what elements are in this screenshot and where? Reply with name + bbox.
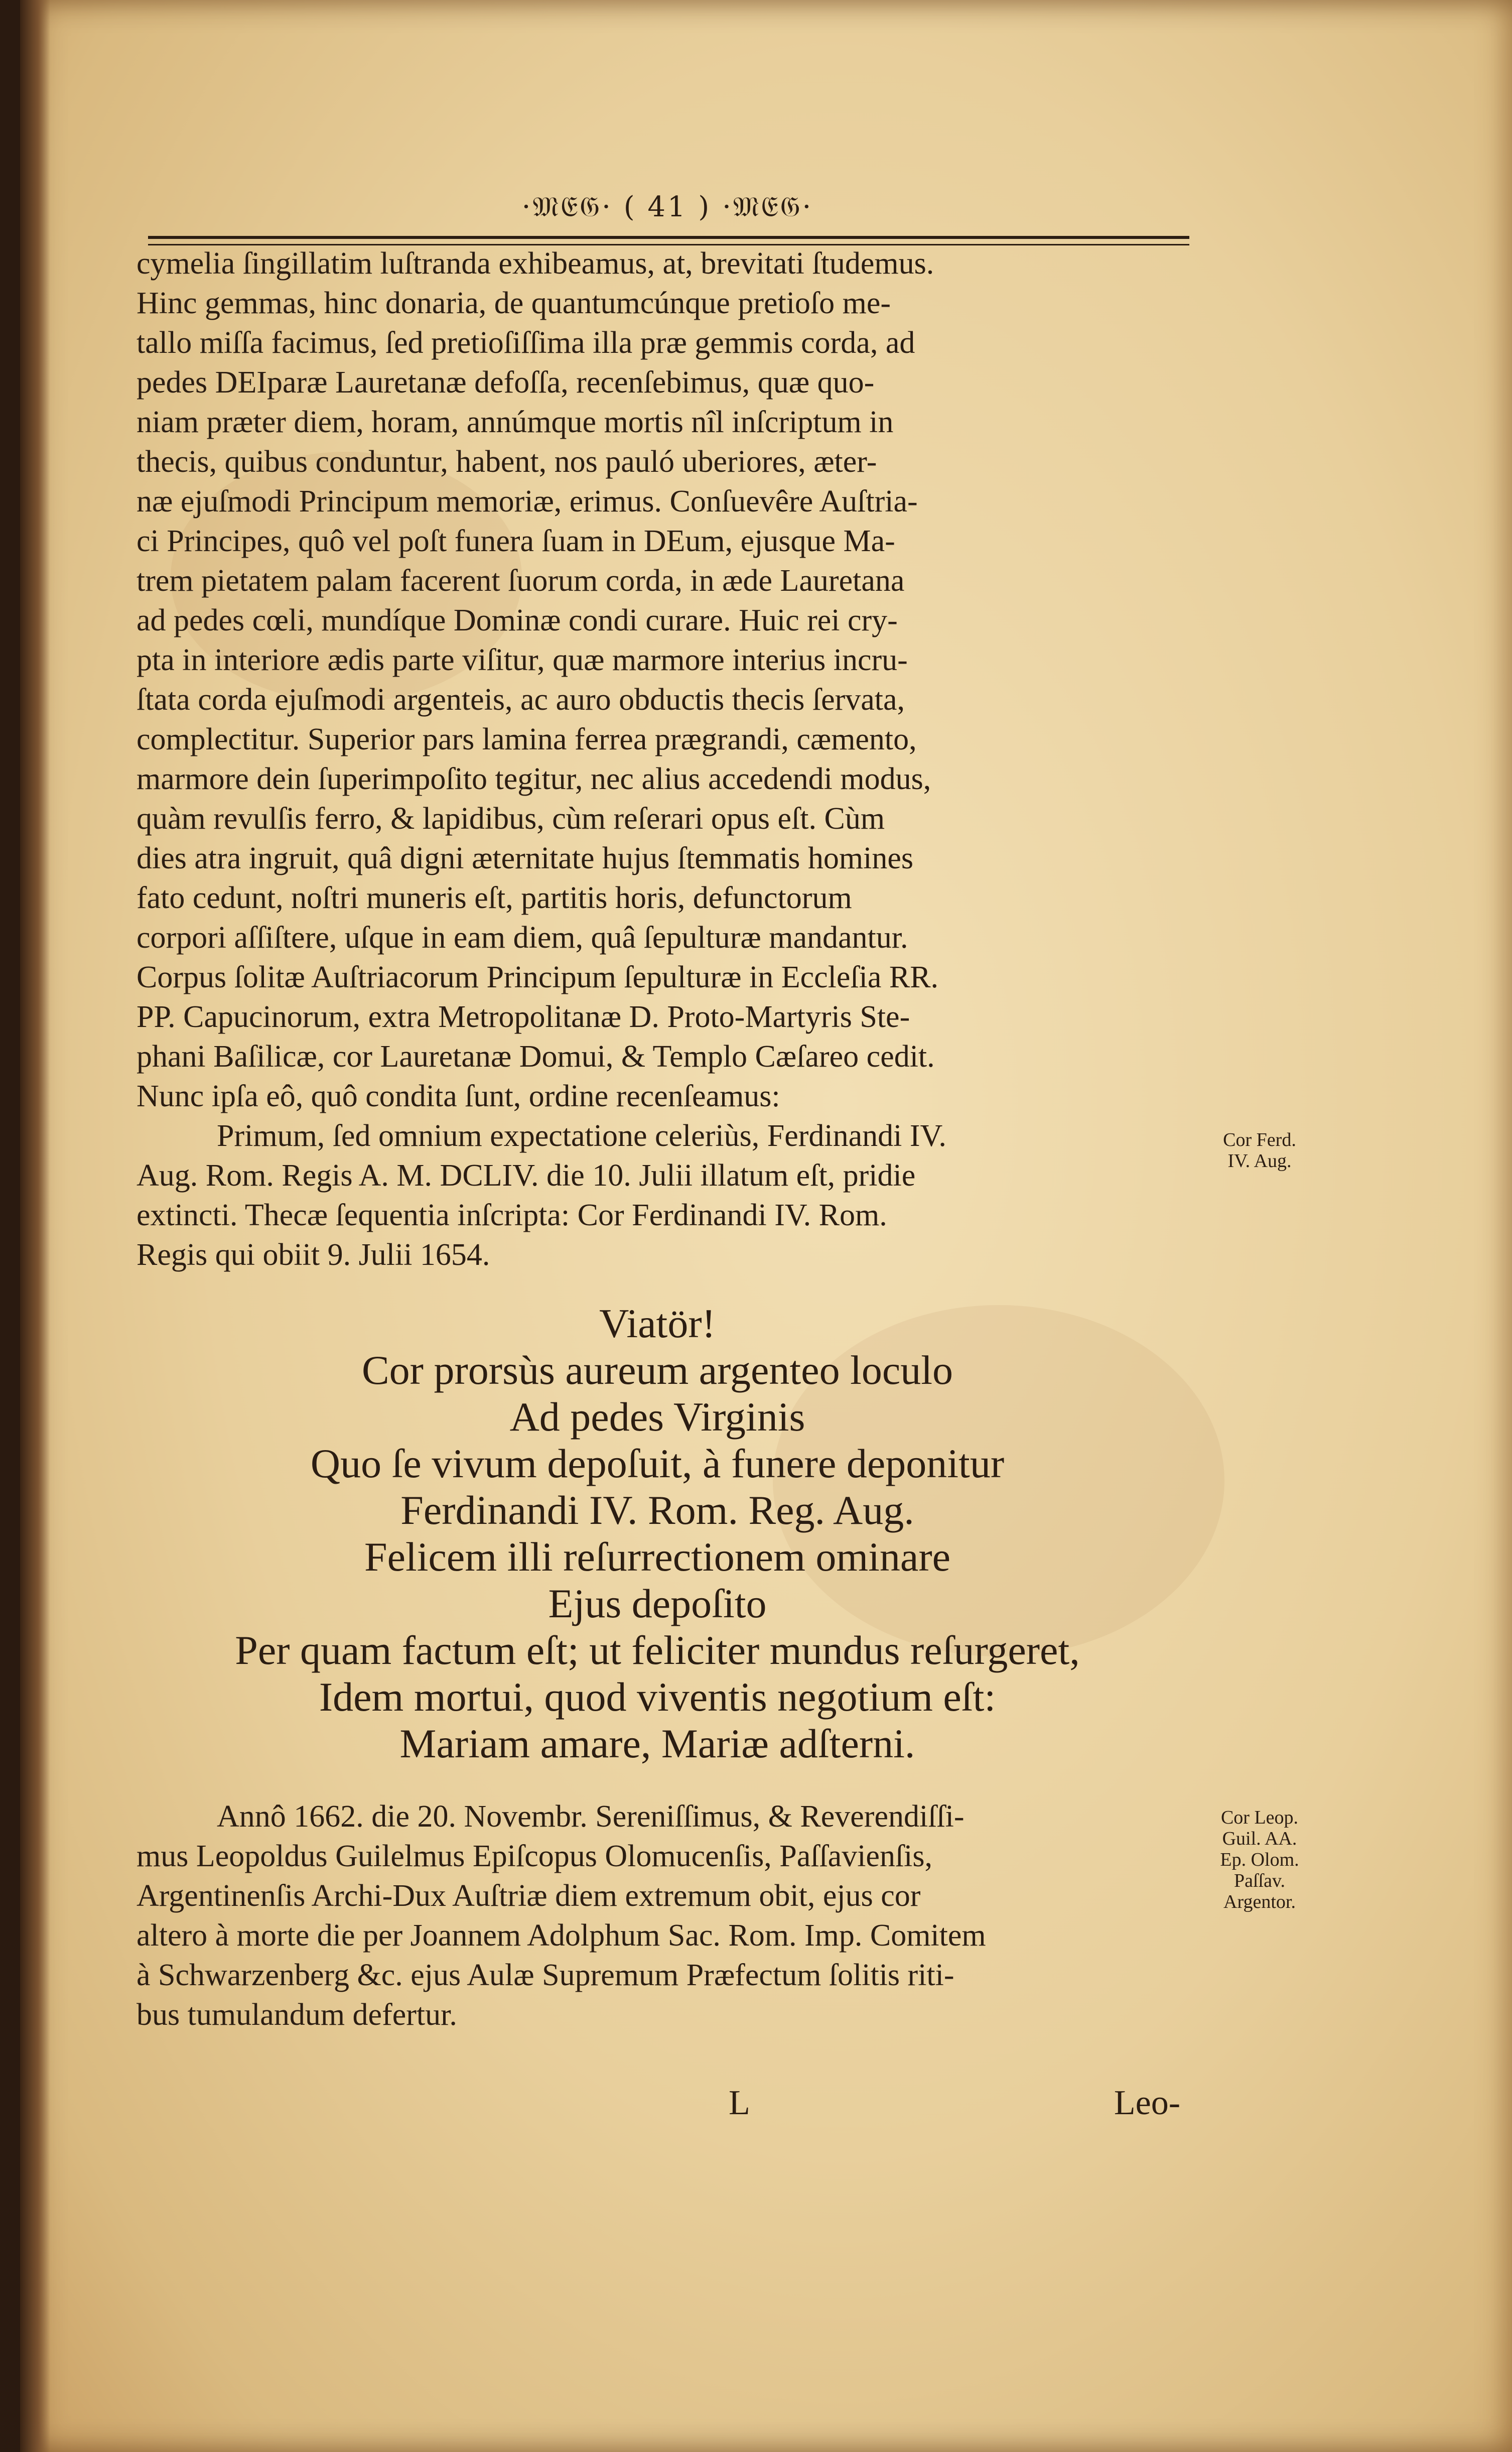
text-line: Corpus ſolitæ Auſtriacorum Principum ſepulturæ in Eccleſia RR. — [136, 960, 939, 994]
poem-line: Idem mortui, quod viventis negotium eſt: — [319, 1674, 996, 1720]
page-number: ( 41 ) — [623, 191, 712, 223]
page-header — [151, 191, 1184, 224]
ornament-right: ·𝔐𝔈𝔊· — [722, 191, 813, 223]
poem-line: Quo ſe vivum depoſuit, à funere deponitur — [310, 1441, 1005, 1486]
text-line: ci Principes, quô vel poſt funera ſuam in DEum, ejusque Ma- — [136, 524, 895, 558]
poem-line: Cor prorsùs aureum argenteo loculo — [361, 1347, 953, 1393]
text-line: PP. Capucinorum, extra Metropolitanæ D. Proto-Martyris Ste- — [136, 1000, 910, 1034]
text-line: ſtata corda ejuſmodi argenteis, ac auro obductis thecis ſervata, — [136, 683, 905, 717]
poem-line: Felicem illi reſurrectionem ominare — [364, 1534, 951, 1580]
text-line: trem pietatem palam facerent ſuorum corda, in æde Lauretana — [136, 564, 905, 598]
paragraph-1 — [136, 244, 1180, 1116]
margin-note-line: Guil. AA. — [1222, 1828, 1297, 1849]
text-line: corpori aſſiſtere, uſque in eam diem, quâ ſepulturæ mandantur. — [136, 921, 908, 955]
text-line: tallo miſſa facimus, ſed pretioſiſſima illa præ gemmis corda, ad — [136, 326, 915, 360]
paragraph-anno — [136, 1797, 1180, 2035]
text-line: dies atra ingruit, quâ digni æternitate hujus ſtemmatis homines — [136, 841, 914, 875]
text-line: bus tumulandum defertur. — [136, 1998, 457, 2032]
text-line: ad pedes cœli, mundíque Dominæ condi curare. Huic rei cry- — [136, 603, 898, 637]
text-line: Hinc gemmas, hinc donaria, de quantumcúnque pretioſo me- — [136, 286, 891, 320]
text-line: marmore dein ſuperimpoſito tegitur, nec alius accedendi modus, — [136, 762, 931, 796]
main-text — [136, 244, 1180, 1275]
text-line: mus Leopoldus Guilelmus Epiſcopus Olomucenſis, Paſſavienſis, — [136, 1839, 933, 1873]
text-line: Aug. Rom. Regis A. M. DCLIV. die 10. Julii illatum eſt, pridie — [136, 1158, 916, 1193]
text-line: Regis qui obiit 9. Julii 1654. — [136, 1238, 490, 1272]
text-line: cymelia ſingillatim luſtranda exhibeamus, at, brevitati ſtudemus. — [136, 246, 934, 281]
poem-line: Ferdinandi IV. Rom. Reg. Aug. — [400, 1487, 914, 1533]
poem-line: Ejus depoſito — [548, 1581, 767, 1626]
margin-note-line: Cor Ferd. — [1223, 1129, 1296, 1150]
poem-line: Viatör! — [599, 1301, 716, 1346]
text-line: phani Baſilicæ, cor Lauretanæ Domui, & Templo Cæſareo cedit. — [136, 1040, 935, 1074]
text-line: extincti. Thecæ ſequentia inſcripta: Cor Ferdinandi IV. Rom. — [136, 1198, 887, 1232]
text-line: pta in interiore ædis parte viſitur, quæ marmore interius incru- — [136, 643, 908, 677]
ornament-left: ·𝔐𝔈𝔊· — [521, 191, 613, 223]
text-line: næ ejuſmodi Principum memoriæ, erimus. Conſuevêre Auſtria- — [136, 484, 918, 519]
text-line: thecis, quibus conduntur, habent, nos pauló uberiores, æter- — [136, 445, 877, 479]
text-line: Nunc ipſa eô, quô condita ſunt, ordine recenſeamus: — [136, 1079, 780, 1113]
catchword: Leo- — [1114, 2084, 1180, 2122]
margin-note-line: Paſſav. — [1233, 1870, 1285, 1891]
margin-note-leopold — [1204, 1807, 1315, 1912]
poem-line: Ad pedes Virginis — [509, 1394, 805, 1440]
epitaph-poem — [120, 1300, 1194, 1767]
text-line: quàm revulſis ferro, & lapidibus, cùm reſerari opus eſt. Cùm — [136, 802, 885, 836]
margin-note-line: Argentor. — [1223, 1891, 1296, 1912]
margin-note-ferdinand — [1214, 1129, 1305, 1172]
text-line: Primum, ſed omnium expectatione celeriùs, Ferdinandi IV. — [217, 1119, 946, 1153]
text-line: Argentinenſis Archi-Dux Auſtriæ diem extremum obit, ejus cor — [136, 1879, 921, 1913]
margin-note-line: IV. Aug. — [1227, 1150, 1292, 1172]
text-line: niam præter diem, horam, annúmque mortis nîl inſcriptum in — [136, 405, 894, 439]
margin-note-line: Ep. Olom. — [1220, 1849, 1299, 1870]
poem-line: Mariam amare, Mariæ adſterni. — [399, 1721, 915, 1766]
paragraph-primum — [136, 1116, 1180, 1275]
text-line: altero à morte die per Joannem Adolphum Sac. Rom. Imp. Comitem — [136, 1918, 986, 1953]
text-line: à Schwarzenberg &c. ejus Aulæ Supremum Præfectum ſolitis riti- — [136, 1958, 954, 1992]
text-line: complectitur. Superior pars lamina ferrea prægrandi, cæmento, — [136, 722, 917, 756]
poem-line: Per quam factum eſt; ut feliciter mundus reſurgeret, — [235, 1627, 1080, 1673]
book-gutter — [20, 0, 50, 2452]
text-line: pedes DEIparæ Lauretanæ defoſſa, recenſebimus, quæ quo- — [136, 365, 875, 400]
margin-note-line: Cor Leop. — [1220, 1807, 1299, 1828]
signature-mark: L — [729, 2084, 750, 2122]
text-line: Annô 1662. die 20. Novembr. Sereniſſimus, & Reverendiſſi- — [217, 1799, 965, 1834]
text-line: fato cedunt, noſtri muneris eſt, partitis horis, defunctorum — [136, 881, 852, 915]
book-page — [20, 0, 1512, 2452]
